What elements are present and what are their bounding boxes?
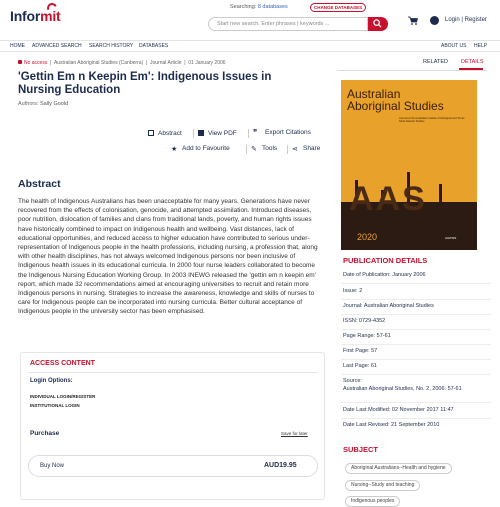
change-databases-button[interactable]: CHANGE DATABASES [310,3,366,12]
nav-home[interactable]: HOME [10,43,25,49]
access-content-title: ACCESS CONTENT [30,360,95,367]
login-register-link[interactable]: Login | Register [445,17,487,23]
detail-last-page: Last Page: 61 [343,363,377,369]
detail-issn: ISSN: 0729-4352 [343,318,386,324]
buy-now-label[interactable]: Buy Now [40,463,65,469]
purchase-label: Purchase [30,430,60,437]
article-date: 01 January 2006 [188,60,226,66]
user-icon[interactable] [430,16,439,25]
pdf-icon [198,130,204,136]
search-button[interactable] [368,17,388,31]
cover-title-line2: Aboriginal Studies [347,99,444,113]
access-content-panel [20,352,325,500]
subject-chip[interactable]: Indigenous peoples [345,496,400,507]
price: AUD19.95 [264,462,297,469]
nav-advanced-search[interactable]: ADVANCED SEARCH [32,43,82,49]
star-icon: ★ [171,146,178,153]
subject-heading: SUBJECT [343,445,379,454]
lock-icon [18,60,22,64]
add-to-favourite-button[interactable] [171,145,230,152]
individual-login-link[interactable]: INDIVIDUAL LOGIN/REGISTER [30,394,96,399]
tab-related[interactable]: RELATED [423,59,448,65]
informit-logo[interactable] [10,8,61,24]
nav-help[interactable]: HELP [474,43,488,49]
logo-text: Infor [10,8,41,24]
tools-label: Tools [262,145,278,152]
view-pdf-label: View PDF [208,130,237,137]
detail-journal: Journal: Australian Aboriginal Studies [343,303,434,309]
quote-icon: ❞ [253,128,258,137]
top-header [0,0,500,40]
login-options-label: Login Options: [30,378,73,384]
cover-publisher: AIATSIS [445,236,457,240]
detail-date-last-revised: Date Last Revised: 21 September 2010 [343,422,440,428]
nav-databases[interactable]: DATABASES [139,43,169,49]
abstract-text: The health of Indigenous Australians has been unacceptable for many years. Generations have never recovered from the effects of colonisation, genocide, and attempted assimilation. Introduced diseases, poor nutrition, dislocation of families and clans from traditional lands, poverty, and human rights issues have historically combined to impact on Indigenous health and wellbeing. Vast distances, lack of educational opportunities, and reduced access to higher education have contributed to serious under-representation of Indigenous people in the health professions, including nursing, a profession that, along with other health disciplines, has not always welcomed Indigenous persons nor been inclusive of Indigenous health issues in its educational curricula. In 2000 four nurse leaders collaborated to become the Indigenous Nursing Education Working Group. In 2003 INEWG released the 'gettin em n keepin em' report, which made 32 recommendations aimed at encouraging universities to recruit and retain more Indigenous persons in nursing. Strategies to increase the awareness, knowledge and skills of nurses to care for Indigenous people can be incorporated into nursing curricula. Better cultural acceptance of Indigenous people in the university sector has been emphasised. [18,198,318,316]
save-for-later-link[interactable]: Save for later [281,431,308,436]
cover-title [347,88,444,112]
article-meta-row: No access | Australian Aboriginal Studies (Canberra) | Journal Article | 01 January 2006 [18,60,226,66]
subject-chip[interactable]: Aboriginal Australians--Health and hygiene [345,463,452,474]
article-source[interactable]: Australian Aboriginal Studies (Canberra) [53,60,144,66]
export-citations-button[interactable] [253,129,311,136]
access-status: No access [24,60,48,66]
share-button[interactable] [292,145,320,152]
detail-date-last-modified: Date Last Modified: 02 November 2017 11:47 [343,407,454,413]
tabs-divider [337,70,487,71]
nav-about-us[interactable]: ABOUT US [441,43,467,49]
article-type: Journal Article [150,60,182,66]
journal-cover-image [341,80,477,250]
tab-details[interactable]: DETAILS [461,59,484,65]
detail-date-of-publication: Date of Publication: January 2006 [343,272,426,278]
databases-count[interactable]: 8 databases [257,4,288,10]
abstract-button[interactable] [148,129,182,137]
cover-title-line1: Australian [347,87,401,101]
detail-source: Source: Australian Aboriginal Studies, No. 2, 2006: 57-61 [343,378,462,392]
document-icon [148,130,154,136]
logo-accent-text: mit [40,8,61,24]
authors [18,101,68,107]
main-nav [0,40,500,52]
share-icon: ⋖ [292,146,298,153]
share-label: Share [303,145,321,152]
detail-issue: Issue: 2 [343,288,363,294]
cover-aas: AAS [349,180,427,218]
article-title: 'Gettin Em n Keepin Em': Indigenous Issues in Nursing Education [18,71,272,96]
author-name[interactable]: Sally Goold [40,101,69,107]
search-icon [373,19,382,28]
nav-search-history[interactable]: SEARCH HISTORY [89,43,134,49]
searching-info [230,4,288,10]
searching-label: Searching: [230,4,257,10]
export-citations-label: Export Citations [265,129,311,136]
subject-chip[interactable]: Nursing--Study and teaching [345,480,420,491]
cart-icon[interactable] [408,16,418,25]
cover-subtitle: Journal of the Australian Institute of Aboriginal and Torres Strait Islander Studies [399,117,465,124]
add-to-favourite-label: Add to Favourite [182,145,230,152]
active-tab-indicator [459,68,483,70]
tools-button[interactable] [251,145,277,152]
search-input[interactable]: Start new search. Enter phrases | keywords ... [208,17,368,31]
view-pdf-button[interactable] [198,129,237,137]
authors-label: Authors: [18,101,39,107]
abstract-heading: Abstract [18,178,61,190]
detail-page-range: Page Range: 57-61 [343,333,391,339]
cover-year: 2020 [357,232,378,242]
institutional-login-link[interactable]: INSTITUTIONAL LOGIN [30,403,80,408]
divider [28,372,318,373]
detail-first-page: First Page: 57 [343,348,378,354]
abstract-label: Abstract [158,130,182,137]
wrench-icon: ✎ [251,146,257,153]
publication-details-heading: PUBLICATION DETAILS [343,256,428,265]
